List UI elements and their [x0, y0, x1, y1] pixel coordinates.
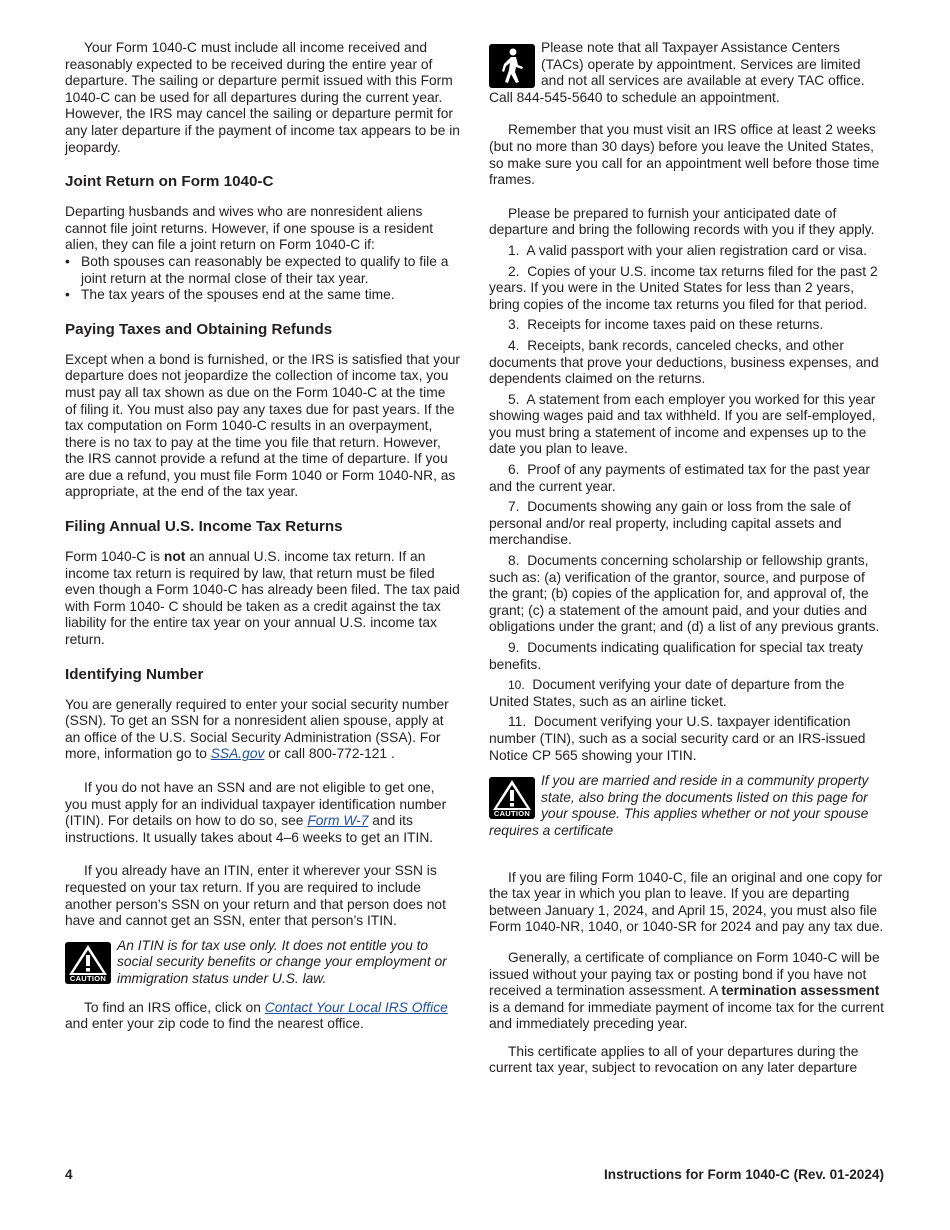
list-item: 4. Receipts, bank records, canceled checks, and other documents that prove your deductions, business expenses, and dependents claimed on the returns.	[489, 337, 879, 387]
walking-person-icon	[489, 44, 535, 88]
paying-taxes-paragraph: Except when a bond is furnished, or the IRS is satisfied that your departure does not jeopardize the collection of income tax, you must pay all tax shown as due on the Form 1040-C at the time of filing it. You must also pay any taxes due for past years. If the tax computation on Form 1040-C results in an overpayment, there is no tax to pay at the time you file that return. However, the IRS cannot provide a refund at the time of departure. If you are due a refund, you must file Form 1040 or Form 1040-NR, as appropriate, at the end of the tax year.	[65, 351, 460, 500]
joint-return-paragraph: Departing husbands and wives who are nonresident aliens cannot file joint returns. However, if one spouse is a resident alien, they can file a joint return on Form 1040-C if:	[65, 204, 434, 253]
list-item: 2. Copies of your U.S. income tax returns filed for the past 2 years. If you were in the United States for less than 2 years, bring copies of the income tax returns you filed for that period.	[489, 263, 878, 312]
list-item: 5. A statement from each employer you worked for this year showing wages paid and tax withheld. If you are self-employed, you must bring a statement of income and expenses up to the date you plan to leave.	[489, 391, 876, 457]
irs-office-paragraph: To find an IRS office, click on Contact Your Local IRS Office and enter your zip code to find the nearest office.	[65, 999, 448, 1032]
intro-paragraph: Your Form 1040-C must include all income received and reasonably expected to be received during the entire year of departure. The sailing or departure permit issued with this Form 1040-C can be used for all departures during the current year. However, the IRS may cancel the sailing or departure permit for any later departure if the payment of income tax appears to be in jeopardy.	[65, 40, 460, 155]
caution-community-property-note	[489, 773, 884, 839]
itin-usage-paragraph: If you already have an ITIN, enter it wherever your SSN is requested on your tax return. If you are required to include another person’s SSN on your return and that person does not have and cannot get an SSN, enter that person’s ITIN.	[65, 863, 446, 929]
bullet-item: • The tax years of the spouses end at the same time.	[65, 287, 395, 303]
form-w7-link[interactable]: Form W-7	[307, 813, 369, 829]
bullet-icon: •	[65, 253, 70, 269]
bullet-item: • Both spouses can reasonably be expected to qualify to file a joint return at the normal close of their tax year.	[65, 253, 449, 286]
filing-1040c-paragraph: If you are filing Form 1040-C, file an original and one copy for the tax year in which you plan to leave. If you are departing between January 1, 2024, and April 15, 2024, you must also file Form 1040-NR, 1040, or 1040-SR for 2024 and pay any tax due.	[489, 869, 884, 935]
bullet-icon: •	[65, 287, 70, 303]
list-item: 7. Documents showing any gain or loss from the sale of personal and/or real property, including capital assets and merchandise.	[489, 499, 851, 548]
caution-community-property-text: If you are married and reside in a community property state, also bring the documents listed on this page for your spouse. This applies whether or not your spouse requires a certificate	[489, 773, 869, 838]
page-number: 4	[65, 1167, 73, 1182]
joint-return-heading: Joint Return on Form 1040-C	[65, 173, 274, 191]
identifying-number-heading: Identifying Number	[65, 665, 204, 683]
left-column	[65, 40, 460, 1042]
tac-note-text: Please note that all Taxpayer Assistance Centers (TACs) operate by appointment. Services are limited and not all services are available at every TAC office. Call 844-545-5640 to schedule an appointment.	[489, 40, 865, 105]
form-title-footer: Instructions for Form 1040-C (Rev. 01-2024)	[603, 1167, 884, 1182]
list-item: 9. Documents indicating qualification for special tax treaty benefits.	[489, 640, 864, 672]
caution-icon: CAUTION	[65, 942, 111, 984]
tac-note	[489, 40, 884, 106]
list-item: 3. Receipts for income taxes paid on these returns.	[508, 317, 824, 333]
filing-annual-heading: Filing Annual U.S. Income Tax Returns	[65, 518, 343, 536]
certificate-paragraph: Generally, a certificate of compliance on Form 1040-C will be issued without your paying tax or posting bond if you have not received a termination assessment. A termination assessment is a demand for immediate payment of income tax for the current and immediately preceding year.	[489, 949, 884, 1032]
list-item: 8. Documents concerning scholarship or fellowship grants, such as: (a) verification of the grantor, source, and purpose of the grant; (b) copies of the application for, and approval of, the grant; (c) a statement of the amount paid, and your duties and obligations under the grant; and (d) a list of any previous grants.	[489, 553, 880, 635]
identifying-number-paragraph: You are generally required to enter your social security number (SSN). To get an SSN for a nonresident alien spouse, apply at an office of the U.S. Social Security Administration (SSA). For more, information go to SSA.gov or call 800-772-121 .	[65, 696, 449, 762]
list-item: 6. Proof of any payments of estimated tax for the past year and the current year.	[489, 462, 870, 494]
filing-annual-paragraph: Form 1040-C is not an annual U.S. income tax return. If an income tax return is required by law, that return must be filed even though a Form 1040-C has already been filed. The tax paid with Form 1040- C should be taken as a credit against the tax liability for the entire tax year on your annual U.S. income tax return.	[65, 549, 460, 648]
caution-icon: CAUTION	[489, 777, 535, 819]
prepare-paragraph: Please be prepared to furnish your anticipated date of departure and bring the following records with you if they apply.	[489, 205, 875, 238]
paying-taxes-heading: Paying Taxes and Obtaining Refunds	[65, 320, 333, 338]
itin-paragraph: If you do not have an SSN and are not eligible to get one, you must apply for an individual taxpayer identification number (ITIN). For details on how to do so, see Form W-7 and its instructions. It usually takes about 4–6 weeks to get an ITIN.	[65, 780, 447, 845]
list-item: 10. Document verifying your date of departure from the United States, such as an airline ticket.	[489, 677, 845, 709]
caution-itin-note	[65, 938, 460, 988]
visit-paragraph: Remember that you must visit an IRS office at least 2 weeks (but no more than 30 days) before you leave the United States, so make sure you call for an appointment well before those time frames.	[489, 122, 880, 188]
list-item: 11. Document verifying your U.S. taxpayer identification number (TIN), such as a social security card or an IRS-issued Notice CP 565 showing your ITIN.	[489, 714, 866, 763]
ssa-gov-link[interactable]: SSA.gov	[210, 746, 265, 762]
right-column	[489, 40, 884, 1086]
list-item: 1. A valid passport with your alien registration card or visa.	[508, 242, 867, 258]
contact-local-irs-office-link[interactable]: Contact Your Local IRS Office	[264, 999, 448, 1015]
certificate-applies-paragraph: This certificate applies to all of your departures during the current tax year, subject to revocation on any later departure	[489, 1043, 859, 1076]
caution-itin-text: An ITIN is for tax use only. It does not entitle you to social security benefits or change your employment or immigration status under U.S. law.	[117, 937, 447, 986]
